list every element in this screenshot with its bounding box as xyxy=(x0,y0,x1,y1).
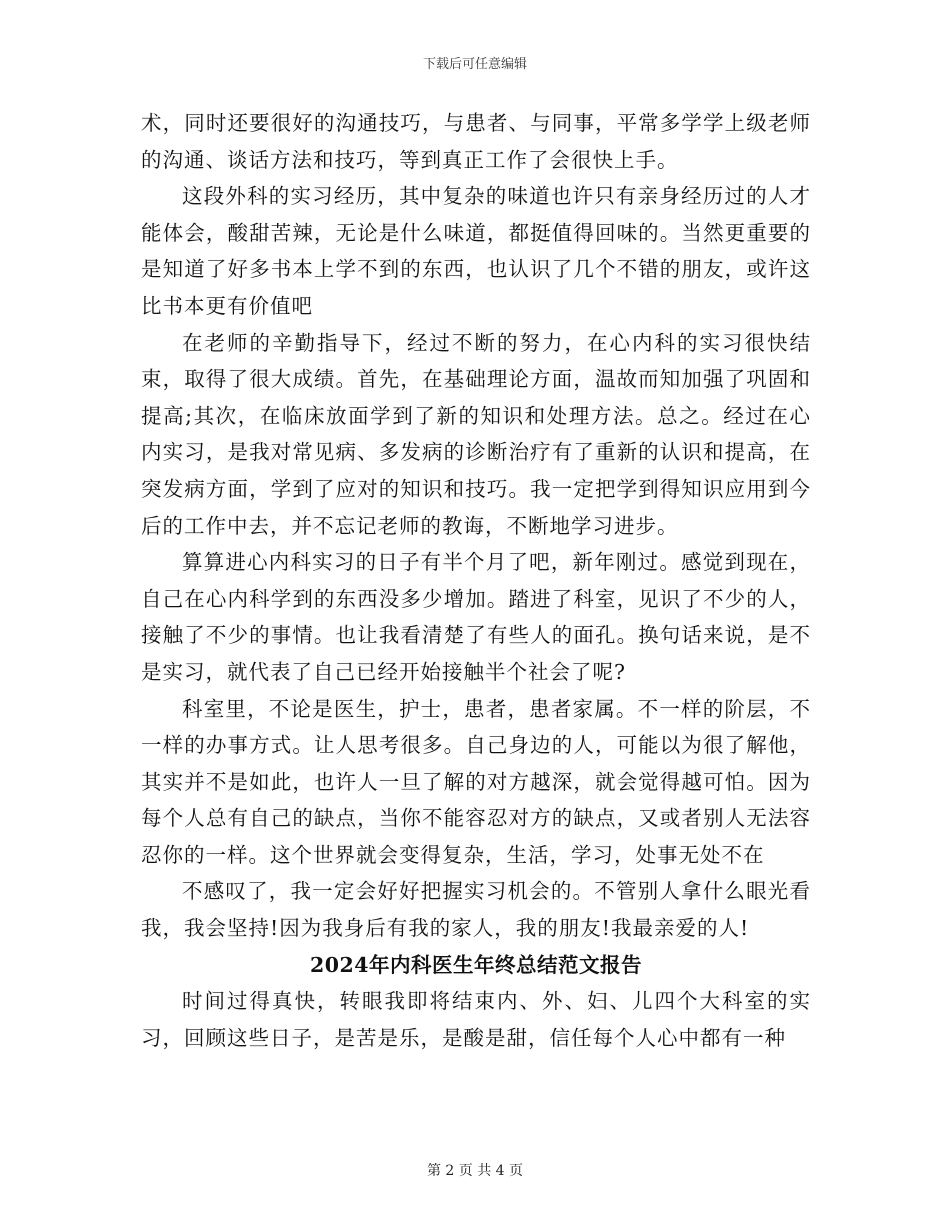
paragraph-department-people: 科室里，不论是医生，护士，患者，患者家属。不一样的阶层，不一样的办事方式。让人思考很多。自己身边的人，可能以为很了解他，其实并不是如此，也许人一旦了解的对方越深，就会觉得越可怕。因为每个人总有自己的缺点，当你不能容忍对方的缺点，又或者别人无法容忍你的一样。这个世界就会变得复杂，生活，学习，处事无处不在 xyxy=(141,696,811,867)
page-number: 第 2 页 共 4 页 xyxy=(426,1163,524,1179)
paragraph-surgery-internship: 这段外科的实习经历，其中复杂的味道也许只有亲身经历过的人才能体会，酸甜苦辣，无论是什么味道，都挺值得回味的。当然更重要的是知道了好多书本上学不到的东西，也认识了几个不错的朋友，或许这比书本更有价值吧 xyxy=(141,184,811,318)
paragraph-time-flies: 时间过得真快，转眼我即将结束内、外、妇、儿四个大科室的实习，回顾这些日子，是苦是乐，是酸是甜，信任每个人心中都有一种 xyxy=(141,989,811,1050)
paragraph-continuation: 术，同时还要很好的沟通技巧，与患者、与同事，平常多学学上级老师的沟通、谈话方法和技巧，等到真正工作了会很快上手。 xyxy=(141,111,811,172)
paragraph-resolution: 不感叹了，我一定会好好把握实习机会的。不管别人拿什么眼光看我，我会坚持!因为我身后有我的家人，我的朋友!我最亲爱的人! xyxy=(141,879,811,941)
section-title: 2024年内科医生年终总结范文报告 xyxy=(309,952,643,977)
paragraph-half-month: 算算进心内科实习的日子有半个月了吧，新年刚过。感觉到现在，自己在心内科学到的东西没多少增加。踏进了科室，见识了不少的人，接触了不少的事情。也让我看清楚了有些人的面孔。换句话来说，是不是实习，就代表了自己已经开始接触半个社会了呢? xyxy=(141,550,811,684)
document-body xyxy=(141,105,811,1056)
paragraph-cardiology-internship: 在老师的辛勤指导下，经过不断的努力，在心内科的实习很快结束，取得了很大成绩。首先，在基础理论方面，温故而知加强了巩固和提高;其次，在临床放面学到了新的知识和处理方法。总之。经过在心内实习，是我对常见病、多发病的诊断治疗有了重新的认识和提高，在突发病方面，学到了应对的知识和技巧。我一定把学到得知识应用到今后的工作中去，并不忘记老师的教诲，不断地学习进步。 xyxy=(141,330,811,538)
page-header: 下载后可任意编辑 xyxy=(422,57,527,72)
